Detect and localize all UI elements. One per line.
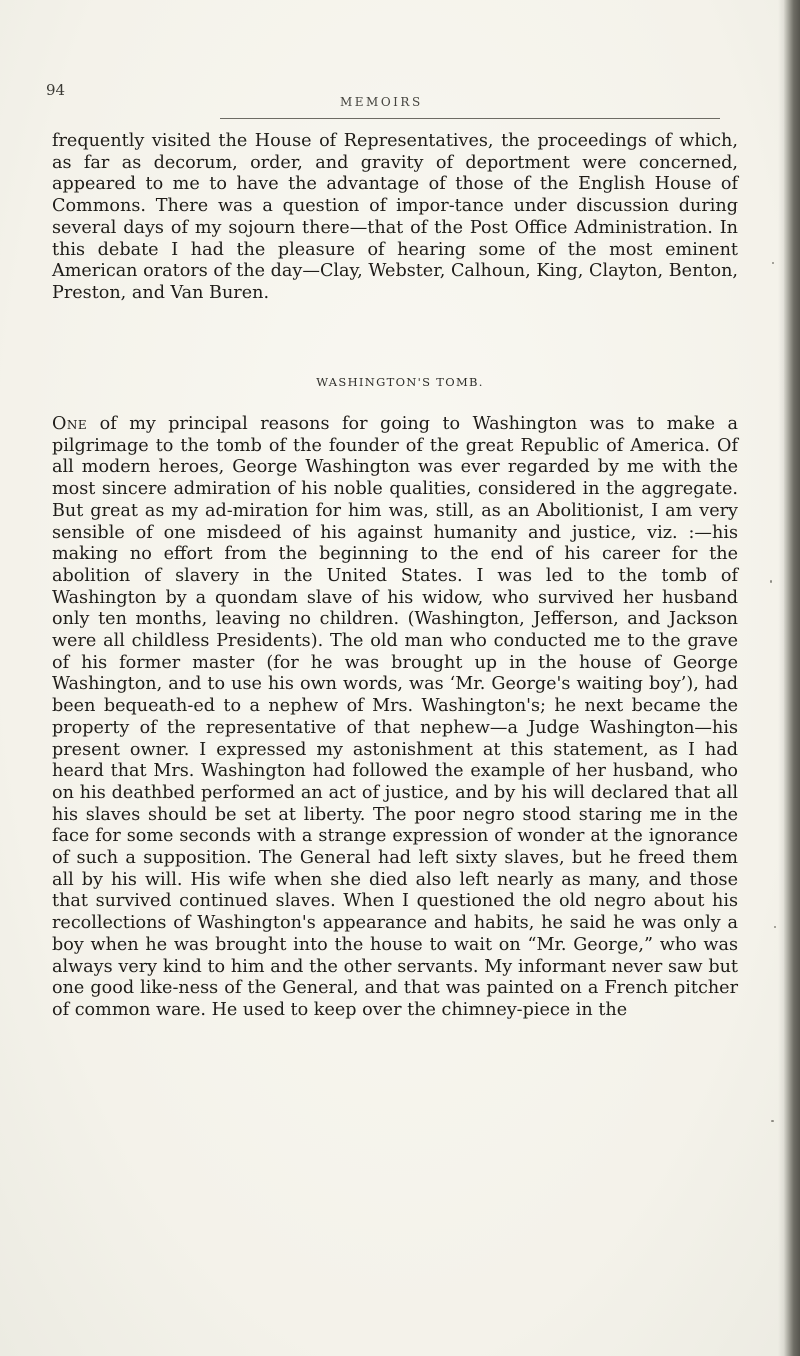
paragraph-house-of-representatives: frequently visited the House of Representatives, the proceedings of which, as far as decorum, order, and gravity of deportment were concerned, appeared to me to have the advantage of those of the English House of Commons. There was a question of impor-tance under discussion during several days of my sojourn there—that of the Post Office Administration. In this debate I had the pleasure of hearing some of the most eminent American orators of the day—Clay, Webster, Calhoun, King, Clayton, Benton, Preston, and Van Buren.: [52, 131, 738, 303]
page-number: 94: [46, 81, 66, 99]
header-rule: [220, 118, 720, 119]
paragraph-body: of my principal reasons for going to Washington was to make a pilgrimage to the tomb of the founder of the great Republic of America. Of all modern heroes, George Washington was ever regarded by me with the most sincere admiration of his noble qualities, considered in the aggregate. But great as my ad-miration for him was, still, as an Abolitionist, I am very sensible of one misdeed of his against humanity and justice, viz. :—his making no effort from the beginning to the end of his career for the abolition of slavery in the United States. I was led to the tomb of Washington by a quondam slave of his widow, who survived her husband only ten months, leaving no children. (Washington, Jefferson, and Jackson were all childless Presidents). The old man who conducted me to the grave of his former master (for he was brought up in the house of George Washington, and to use his own words, was ‘Mr. George's waiting boy’), had been bequeath-ed to a nephew of Mrs. Washington's; he next became the property of the representative of that nephew—a Judge Washington—his present owner. I expressed my astonishment at this statement, as I had heard that Mrs. Washington had followed the example of her husband, who on his deathbed performed an act of justice, and by his will declared that all his slaves should be set at liberty. The poor negro stood staring me in the face for some seconds with a strange expression of wonder at the ignorance of such a supposition. The General had left sixty slaves, but he freed them all by his will. His wife when she died also left nearly as many, and those that survived continued slaves. When I questioned the old negro about his recollections of Washington's appearance and habits, he said he was only a boy when he was brought into the house to wait on “Mr. George,” who was always very kind to him and the other servants. My informant never saw but one good like-ness of the General, and that was painted on a French pitcher of common ware. He used to keep over the chimney-piece in the: [52, 414, 738, 1020]
lead-word: One: [52, 414, 88, 434]
section-heading: WASHINGTON'S TOMB.: [316, 375, 484, 389]
running-head: MEMOIRS: [340, 95, 423, 109]
page-edge-shadow: [784, 0, 800, 1356]
paragraph-washingtons-tomb: [52, 414, 738, 1022]
